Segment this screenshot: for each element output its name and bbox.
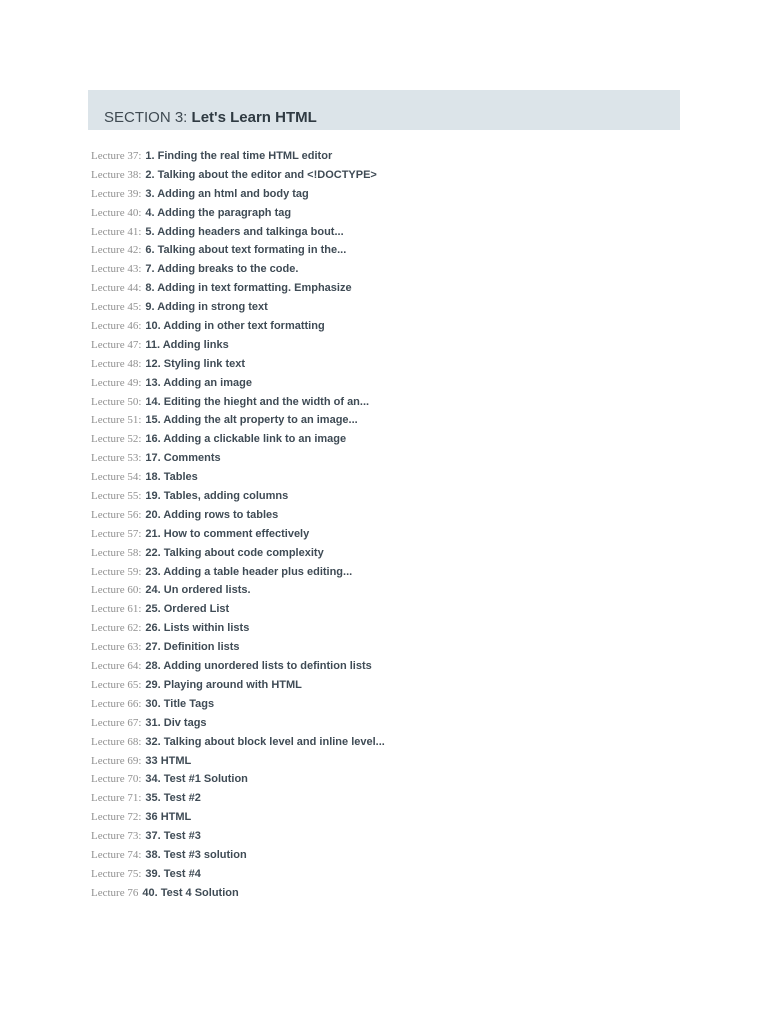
lecture-title: 19. Tables, adding columns	[145, 490, 289, 503]
lecture-item	[91, 165, 691, 184]
lecture-title: 2. Talking about the editor and <!DOCTYPE>	[145, 168, 377, 181]
lecture-item	[91, 883, 691, 902]
lecture-number-label: Lecture 57:	[91, 527, 142, 540]
lecture-item	[91, 788, 691, 807]
lecture-item	[91, 505, 691, 524]
lecture-title: 8. Adding in text formatting. Emphasize	[145, 282, 352, 295]
lecture-item	[91, 259, 691, 278]
lecture-number-label: Lecture 58:	[91, 546, 142, 559]
lecture-number-label: Lecture 70:	[91, 773, 142, 786]
lecture-item	[91, 373, 691, 392]
lecture-title: 1. Finding the real time HTML editor	[145, 150, 333, 162]
lecture-title: 28. Adding unordered lists to defintion lists	[145, 660, 372, 673]
lecture-title: 38. Test #3 solution	[145, 848, 247, 861]
lecture-title: 26. Lists within lists	[145, 622, 250, 635]
lecture-title: 29. Playing around with HTML	[145, 678, 302, 691]
lecture-title: 13. Adding an image	[145, 376, 252, 389]
lecture-title: 32. Talking about block level and inline level...	[145, 735, 385, 748]
lecture-title: 11. Adding links	[145, 338, 229, 351]
lecture-number-label: Lecture 40:	[91, 206, 142, 219]
lecture-title: 16. Adding a clickable link to an image	[145, 433, 347, 446]
lecture-title: 15. Adding the alt property to an image...	[145, 414, 358, 427]
lecture-number-label: Lecture 55:	[91, 490, 142, 503]
lecture-number-label: Lecture 76	[91, 886, 139, 899]
section-title: Let's Learn HTML	[191, 109, 317, 126]
lecture-number-label: Lecture 45:	[91, 301, 142, 314]
lecture-item	[91, 826, 691, 845]
lecture-title: 33 HTML	[145, 754, 192, 767]
lecture-item	[91, 694, 691, 713]
lecture-number-label: Lecture 63:	[91, 641, 142, 654]
lecture-item	[91, 316, 691, 335]
lecture-number-label: Lecture 42:	[91, 244, 142, 257]
lecture-number-label: Lecture 56:	[91, 508, 142, 521]
lecture-title: 24. Un ordered lists.	[145, 584, 251, 597]
lecture-item	[91, 354, 691, 373]
lecture-number-label: Lecture 62:	[91, 622, 142, 635]
lecture-item	[91, 807, 691, 826]
lecture-title: 21. How to comment effectively	[145, 527, 310, 540]
lecture-item	[91, 864, 691, 883]
lecture-number-label: Lecture 75:	[91, 867, 142, 880]
lecture-title: 20. Adding rows to tables	[145, 508, 279, 521]
lecture-number-label: Lecture 50:	[91, 395, 142, 408]
lecture-number-label: Lecture 54:	[91, 471, 142, 484]
lecture-number-label: Lecture 60:	[91, 584, 142, 597]
lecture-number-label: Lecture 44:	[91, 282, 142, 295]
lecture-title: 5. Adding headers and talkinga bout...	[145, 225, 344, 238]
lecture-number-label: Lecture 61:	[91, 603, 142, 616]
lecture-title: 3. Adding an html and body tag	[145, 187, 309, 200]
lecture-item	[91, 240, 691, 259]
lecture-title: 37. Test #3	[145, 830, 201, 843]
lecture-title: 12. Styling link text	[145, 357, 246, 370]
lecture-title: 6. Talking about text formating in the...	[145, 244, 347, 257]
lecture-number-label: Lecture 73:	[91, 830, 142, 843]
lecture-number-label: Lecture 74:	[91, 848, 142, 861]
lecture-number-label: Lecture 53:	[91, 452, 142, 465]
lecture-number-label: Lecture 51:	[91, 414, 142, 427]
lecture-title: 30. Title Tags	[145, 697, 215, 710]
lecture-item	[91, 297, 691, 316]
lecture-number-label: Lecture 46:	[91, 320, 142, 333]
lecture-item	[91, 222, 691, 241]
lecture-number-label: Lecture 39:	[91, 187, 142, 200]
lecture-title: 14. Editing the hieght and the width of an...	[145, 395, 370, 408]
lecture-item	[91, 656, 691, 675]
lecture-number-label: Lecture 47:	[91, 338, 142, 351]
lecture-number-label: Lecture 72:	[91, 811, 142, 824]
lecture-item	[91, 732, 691, 751]
lecture-title: 7. Adding breaks to the code.	[145, 263, 299, 276]
lecture-title: 40. Test 4 Solution	[142, 886, 239, 899]
lecture-item	[91, 486, 691, 505]
lecture-item	[91, 751, 691, 770]
lecture-item	[91, 637, 691, 656]
lecture-title: 31. Div tags	[145, 716, 207, 729]
lecture-item	[91, 543, 691, 562]
lecture-item	[91, 562, 691, 581]
lecture-title: 35. Test #2	[145, 792, 201, 805]
lecture-number-label: Lecture 66:	[91, 697, 142, 710]
lecture-title: 27. Definition lists	[145, 641, 240, 654]
lecture-number-label: Lecture 64:	[91, 660, 142, 673]
lecture-title: 22. Talking about code complexity	[145, 546, 324, 559]
lecture-item	[91, 448, 691, 467]
lecture-list	[91, 146, 691, 902]
lecture-item	[91, 429, 691, 448]
lecture-title: 25. Ordered List	[145, 603, 230, 616]
lecture-number-label: Lecture 65:	[91, 678, 142, 691]
lecture-item	[91, 392, 691, 411]
lecture-title: 18. Tables	[145, 471, 198, 484]
lecture-number-label: Lecture 52:	[91, 433, 142, 446]
lecture-title: 4. Adding the paragraph tag	[145, 206, 292, 219]
lecture-item	[91, 845, 691, 864]
lecture-number-label: Lecture 59:	[91, 565, 142, 578]
lecture-item	[91, 675, 691, 694]
lecture-number-label: Lecture 68:	[91, 735, 142, 748]
lecture-number-label: Lecture 48:	[91, 357, 142, 370]
lecture-item	[91, 146, 691, 165]
lecture-item	[91, 580, 691, 599]
lecture-number-label: Lecture 41:	[91, 225, 142, 238]
lecture-title: 36 HTML	[145, 811, 192, 824]
lecture-title: 34. Test #1 Solution	[145, 773, 248, 786]
lecture-number-label: Lecture 67:	[91, 716, 142, 729]
lecture-item	[91, 713, 691, 732]
lecture-item	[91, 184, 691, 203]
lecture-number-label: Lecture 49:	[91, 376, 142, 389]
lecture-number-label: Lecture 37:	[91, 150, 142, 162]
lecture-item	[91, 769, 691, 788]
section-header	[88, 90, 680, 130]
lecture-title: 10. Adding in other text formatting	[145, 320, 325, 333]
lecture-title: 9. Adding in strong text	[145, 301, 268, 314]
lecture-item	[91, 335, 691, 354]
lecture-title: 39. Test #4	[145, 867, 201, 880]
lecture-number-label: Lecture 43:	[91, 263, 142, 276]
lecture-item	[91, 618, 691, 637]
lecture-title: 17. Comments	[145, 452, 221, 465]
lecture-item	[91, 524, 691, 543]
lecture-number-label: Lecture 38:	[91, 168, 142, 181]
lecture-number-label: Lecture 71:	[91, 792, 142, 805]
lecture-item	[91, 599, 691, 618]
lecture-item	[91, 203, 691, 222]
lecture-item	[91, 278, 691, 297]
lecture-item	[91, 467, 691, 486]
lecture-title: 23. Adding a table header plus editing...	[145, 565, 353, 578]
lecture-number-label: Lecture 69:	[91, 754, 142, 767]
lecture-item	[91, 410, 691, 429]
section-prefix: SECTION 3:	[104, 109, 188, 126]
